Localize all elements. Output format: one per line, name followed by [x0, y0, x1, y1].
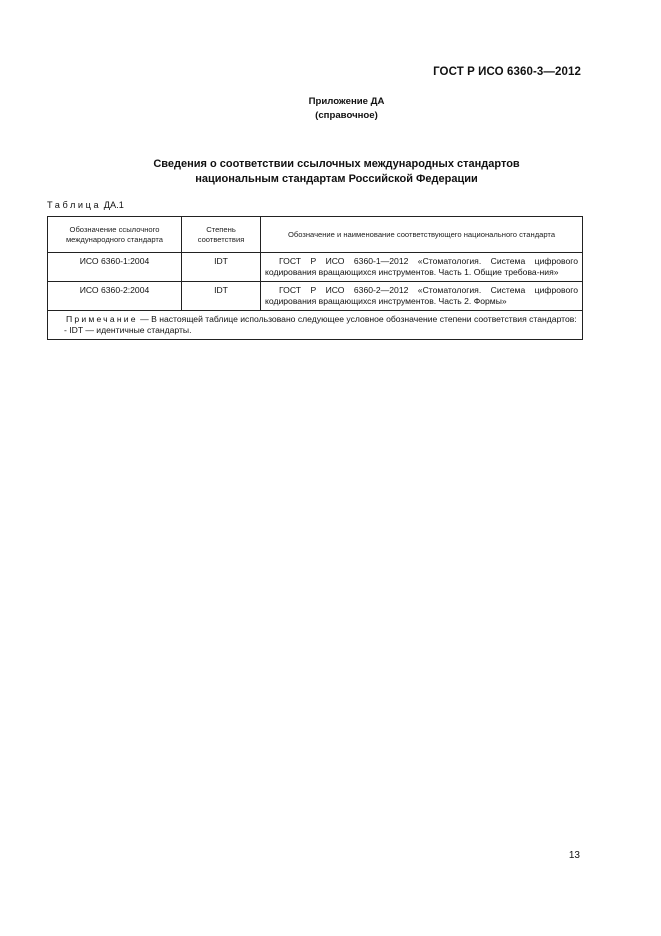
table-note	[48, 311, 583, 340]
page-number: 13	[568, 850, 580, 861]
section-title-line-2: национальным стандартам Российской Федерации	[195, 173, 478, 185]
table-caption	[47, 200, 124, 210]
header-international-standard: Обозначение ссылочного международного стандарта	[48, 217, 182, 253]
appendix-heading	[0, 95, 661, 123]
table-caption-number: ДА.1	[103, 200, 124, 210]
table-row	[48, 253, 583, 282]
appendix-subtitle: (справочное)	[315, 110, 378, 121]
note-body: — В настоящей таблице использовано следующее условное обозначение степени соответствия стандартов:	[137, 314, 577, 324]
document-code: ГОСТ Р ИСО 6360-3—2012	[433, 66, 581, 78]
header-degree: Степень соответствия	[182, 217, 261, 253]
cell-international-standard: ИСО 6360-1:2004	[48, 253, 182, 282]
cell-international-standard: ИСО 6360-2:2004	[48, 282, 182, 311]
cell-national-standard: ГОСТ Р ИСО 6360-2—2012 «Стоматология. Система цифрового кодирования вращающихся инструментов. Часть 2. Формы»	[261, 282, 583, 311]
cell-degree: IDT	[182, 253, 261, 282]
cell-degree: IDT	[182, 282, 261, 311]
note-label: Примечание	[66, 314, 138, 324]
correspondence-table	[47, 216, 583, 340]
appendix-title: Приложение ДА	[308, 96, 385, 107]
note-list-item: - IDT — идентичные стандарты.	[64, 324, 192, 335]
table-note-row	[48, 311, 583, 340]
table-row	[48, 282, 583, 311]
header-national-standard: Обозначение и наименование соответствующего национального стандарта	[261, 217, 583, 253]
note-text	[52, 314, 578, 325]
table-caption-prefix: Таблица	[47, 200, 102, 210]
cell-national-standard: ГОСТ Р ИСО 6360-1—2012 «Стоматология. Система цифрового кодирования вращающихся инструментов. Часть 1. Общие требова-ния»	[261, 253, 583, 282]
section-title	[0, 157, 661, 187]
section-title-line-1: Сведения о соответствии ссылочных международных стандартов	[153, 158, 520, 170]
table-header-row	[48, 217, 583, 253]
